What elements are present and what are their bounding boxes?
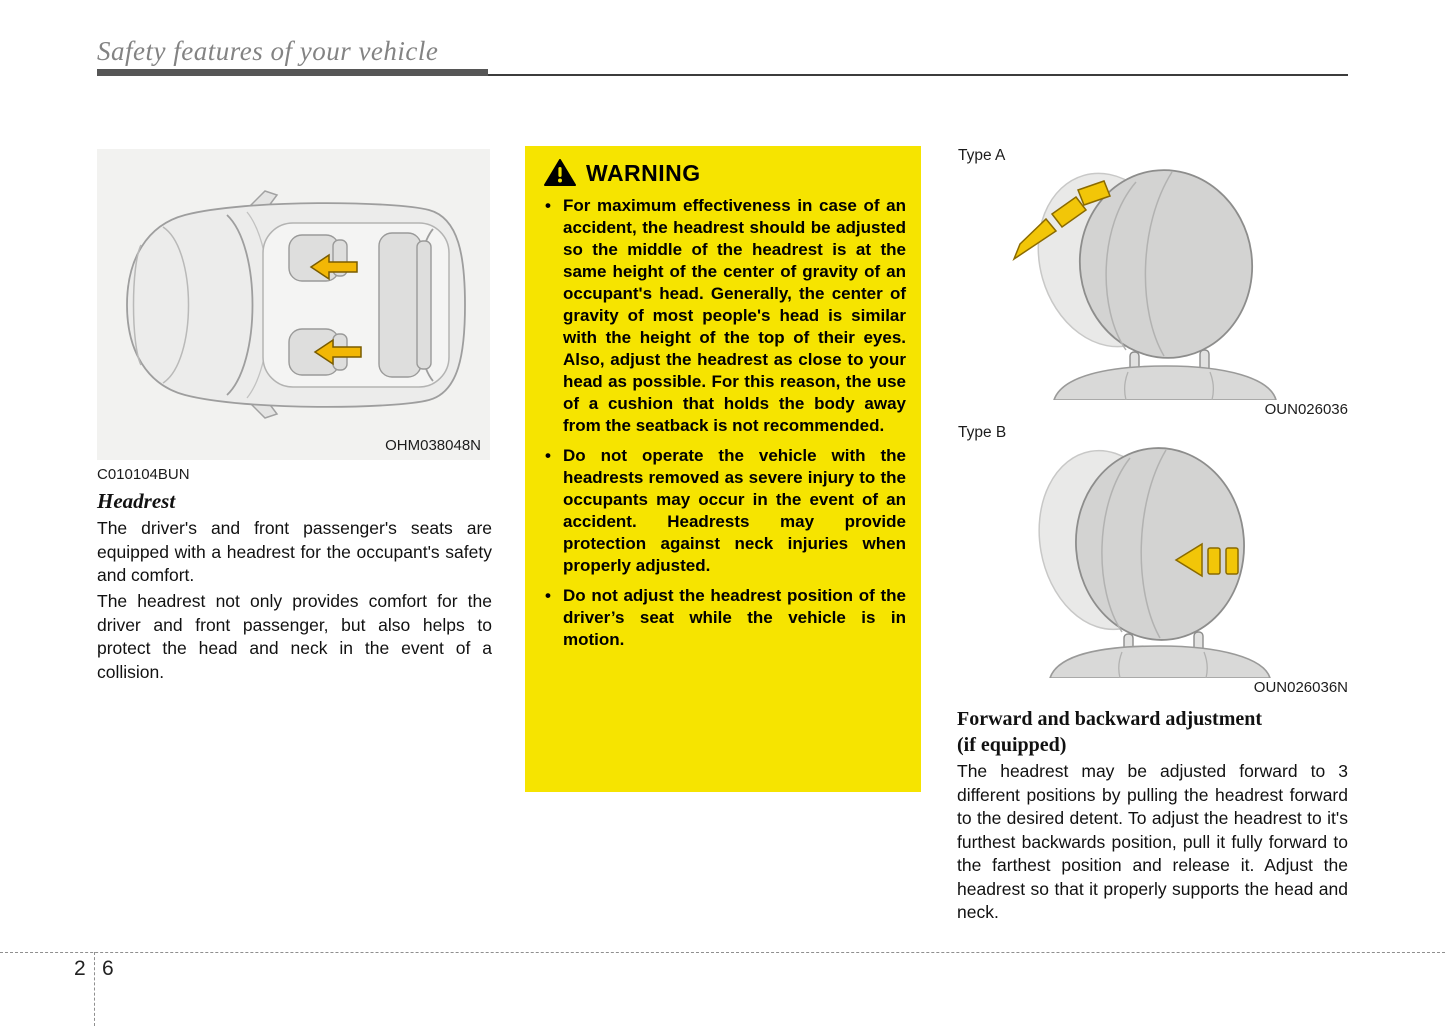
warning-bullet-1: • For maximum effectiveness in case of an accident, the headrest should be adjusted so the middle of the headrest is at the same height of the center of gravity of an occupant's head. Generally, the center of gravity of most people's head is similar with the height of the top of their eyes. Also, adjust the headrest as close to your head as possible. For this reason, the use of a cushion that holds the body away from the seatback is not recommended. <box>540 195 906 437</box>
type-b-figure-code: OUN026036N <box>1253 679 1348 696</box>
crop-mark-vertical <box>94 952 95 1026</box>
type-a-figure-code: OUN026036 <box>1264 401 1348 418</box>
car-top-view-figure <box>97 149 490 460</box>
adjustment-heading-line1: Forward and backward adjustment <box>957 708 1263 730</box>
type-b-label: Type B <box>958 424 1007 441</box>
adjustment-heading-line2: (if equipped) <box>957 734 1067 756</box>
car-top-view-illustration <box>97 149 490 460</box>
section-code: C010104BUN <box>97 466 190 483</box>
figure-code: OHM038048N <box>385 437 481 454</box>
headrest-type-b-figure <box>958 438 1348 678</box>
page-number: 6 <box>102 957 114 980</box>
adjustment-heading <box>957 706 1348 758</box>
headrest-heading: Headrest <box>97 489 176 513</box>
warning-list <box>540 195 906 651</box>
headrest-type-b-illustration <box>958 438 1348 678</box>
crop-mark-horizontal <box>0 952 1445 953</box>
headrest-type-a-illustration <box>958 160 1348 400</box>
headrest-paragraph-1: The driver's and front passenger's seats are equipped with a headrest for the occupant's safety and comfort. <box>97 518 492 585</box>
warning-header <box>544 159 906 187</box>
warning-triangle-icon <box>544 159 576 187</box>
headrest-type-a-figure <box>958 160 1348 400</box>
page-title: Safety features of your vehicle <box>97 36 439 66</box>
type-a-label: Type A <box>958 147 1006 164</box>
warning-bullet-3: • Do not adjust the headrest position of the driver’s seat while the vehicle is in motion. <box>540 585 906 651</box>
warning-bullet-2: • Do not operate the vehicle with the headrests removed as severe injury to the occupants may occur in the event of an accident. Headrests may provide protection against neck injuries when properly adjusted. <box>540 445 906 577</box>
warning-title: WARNING <box>586 159 701 186</box>
chapter-number: 2 <box>74 957 86 980</box>
adjustment-paragraph: The headrest may be adjusted forward to 3 different positions by pulling the headrest forward to the desired detent. To adjust the headrest to it's furthest backwards position, pull it fully forward to the farthest position and release it. Adjust the headrest so that it properly supports the head and neck. <box>957 761 1348 922</box>
warning-box <box>525 146 921 792</box>
header-accent-bar <box>97 69 488 76</box>
headrest-paragraph-2: The headrest not only provides comfort for the driver and front passenger, but also helps to protect the head and neck in the event of a collision. <box>97 591 492 682</box>
